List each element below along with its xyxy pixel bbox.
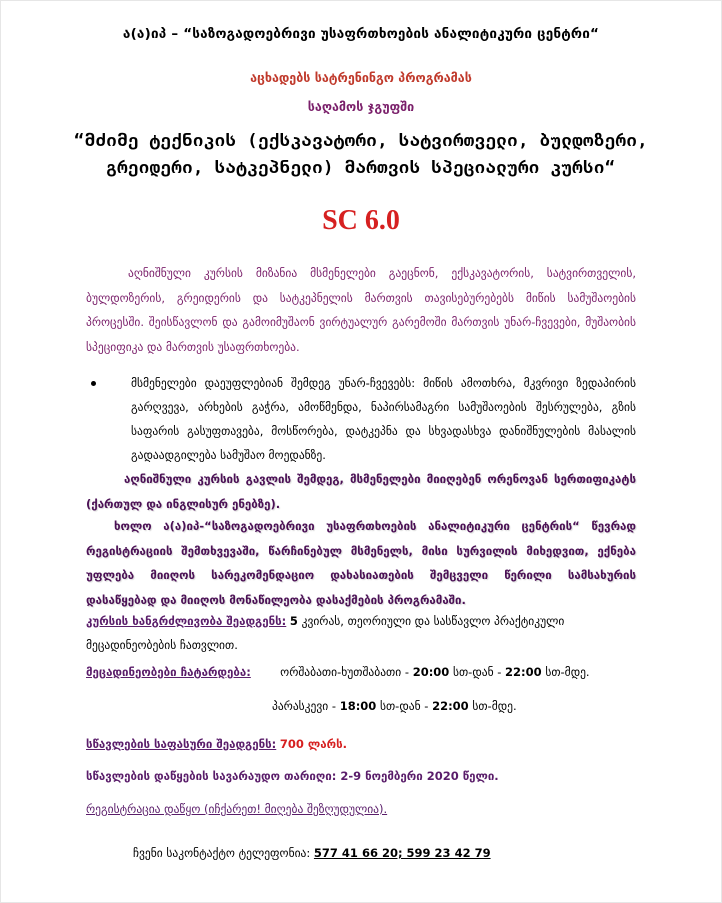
bullet-text: მსმენელები დაეუფლებიან შემდეგ უნარ-ჩვევებს: მიწის ამოთხრა, მკვრივი ზედაპირის გარღვევა, არხების გაჭრა, ამოწმენდა, ნაპირსამაგრი სამუშაოების შესრულება, გზის საფარის გასუფთავება, მოსწორება, დატკეპნა და სხვადასხვა დანიშნულების მასალის გადაადგილება სამუშაო მოედანზე. [131,376,636,462]
schedule-label: მეცადინეობები ჩატარდება: [86,665,251,679]
fee-line [86,737,347,751]
announcement: აცხადებს სატრენინგო პროგრამას [250,70,472,85]
fee-label: სწავლების საფასური შეადგენს: [86,737,277,751]
registration-note: რეგისტრაცია დაწყო (იჩქარეთ! მიღება შეზღუდულია). [86,802,388,816]
fee-value: 700 ლარს. [279,737,348,751]
course-title-line2: გრეიდერი, სატკეპნელი) მართვის სპეციალური კურსი“ [106,158,616,178]
duration-value: 5 [289,614,298,628]
contact-line [133,846,491,860]
course-title [0,128,722,182]
duration-label: კურსის ხანგრძლივობა შეადგენს: [86,614,287,628]
certificate-paragraph: აღნიშნული კურსის გავლის შემდეგ, მსმენელები მიიღებენ ორენოვან სერთიფიკატს (ქართულ და ინგლისურ ენებზე). [86,472,636,511]
duration-line [86,609,636,657]
recommendation-paragraph: ხოლო ა(ა)იპ-“საზოგადოებრივი უსაფრთხოების ანალიტიკური ცენტრის“ წევრად რეგისტრაციის შემთხვევაში, წარჩინებულ მსმენელს, მისი სურვილის მიხედვით, ექნება უფლება მიიღოს სარეკომენდაციო დახასიათების შემცველი წერილი სამსახურის დასაწყებად და მიიღოს მონაწილეობა დასაქმების პროგრამაში. [86,519,636,607]
bullet-item [131,371,636,467]
schedule-days-1: ორშაბათი-ხუთშაბათი - [280,665,410,679]
schedule-mid-2: სთ-დან - [379,699,429,713]
schedule-days-2: პარასკევი - [272,699,337,713]
course-code: SC 6.0 [322,205,400,236]
schedule-from-2: 18:00 [339,699,377,713]
schedule-from-1: 20:00 [412,665,450,679]
schedule-mid-1: სთ-დან - [452,665,502,679]
schedule-line-2 [272,699,517,713]
schedule-end-2: სთ-მდე. [472,699,517,713]
schedule-to-1: 22:00 [505,665,542,679]
duration-text: კვირას, თეორიული და სასწავლო პრაქტიკული მეცადინეობების ჩათვლით. [86,614,565,652]
start-date: სწავლების დაწყების სავარაუდო თარიღი: 2-9 ნოემბერი 2020 წელი. [86,769,499,783]
schedule-end-1: სთ-მდე. [545,665,590,679]
group-label: საღამოს ჯგუფში [307,99,415,114]
organization-title: ა(ა)იპ – “საზოგადოებრივი უსაფრთხოების ანალიტიკური ცენტრი“ [122,26,600,42]
course-title-line1: “მძიმე ტექნიკის (ექსკავატორი, სატვირთველი, ბულდოზერი, [73,131,649,151]
contact-label: ჩვენი საკონტაქტო ტელეფონია: [133,846,311,860]
bullet-dot [91,381,96,386]
schedule-line-1 [86,665,590,679]
contact-phones[interactable]: 577 41 66 20; 599 23 42 79 [313,846,491,860]
intro-paragraph: აღნიშნული კურსის მიზანია მსმენელები გაეცნონ, ექსკავატორის, სატვირთველის, ბულდოზერის, გრეიდერის და სატკეპნელის მართვის თავისებურებებს მიწის სამუშაოების პროცესში. შეისწავლონ და გამოიმუშაონ ვირტუალურ გარემოში მართვის უნარ-ჩვევები, მუშაობის სპეციფიკა და მართვის უსაფრთხოება. [86,266,636,354]
schedule-to-2: 22:00 [432,699,469,713]
